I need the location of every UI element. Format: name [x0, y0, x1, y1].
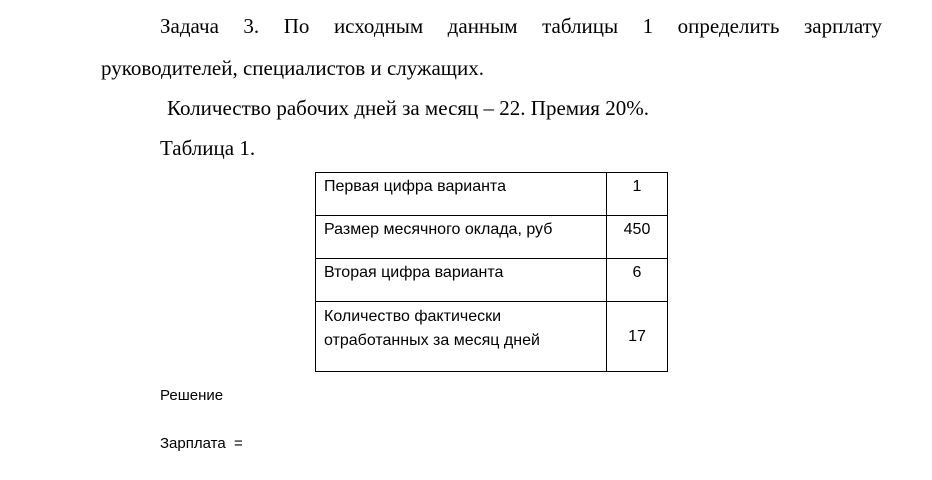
table-cell-value: 17 — [607, 302, 668, 372]
table-caption: Таблица 1. — [160, 136, 256, 160]
table-cell-label: Размер месячного оклада, руб — [316, 216, 607, 259]
table-row — [316, 173, 668, 216]
task-statement-line-2: руководителей, специалистов и служащих. — [101, 56, 484, 80]
table-cell-value: 450 — [607, 216, 668, 259]
salary-formula: Зарплата = — [160, 435, 243, 452]
task-statement-line-1: Задача 3. По исходным данным таблицы 1 определить зарплату — [160, 14, 882, 38]
table-row — [316, 216, 668, 259]
table-cell-label: Вторая цифра варианта — [316, 259, 607, 302]
solution-heading: Решение — [160, 387, 224, 404]
table-row — [316, 259, 668, 302]
table-cell-label-line-1: Количество фактически — [324, 308, 502, 325]
table-cell-label — [316, 302, 607, 372]
table-cell-label: Первая цифра варианта — [316, 173, 607, 216]
working-days-premium-text: Количество рабочих дней за месяц – 22. Премия 20%. — [167, 96, 649, 120]
table-cell-value: 1 — [607, 173, 668, 216]
table-cell-label-line-2: отработанных за месяц дней — [324, 332, 540, 349]
table-row — [316, 302, 668, 372]
variant-data-table — [315, 172, 668, 372]
table-cell-value: 6 — [607, 259, 668, 302]
